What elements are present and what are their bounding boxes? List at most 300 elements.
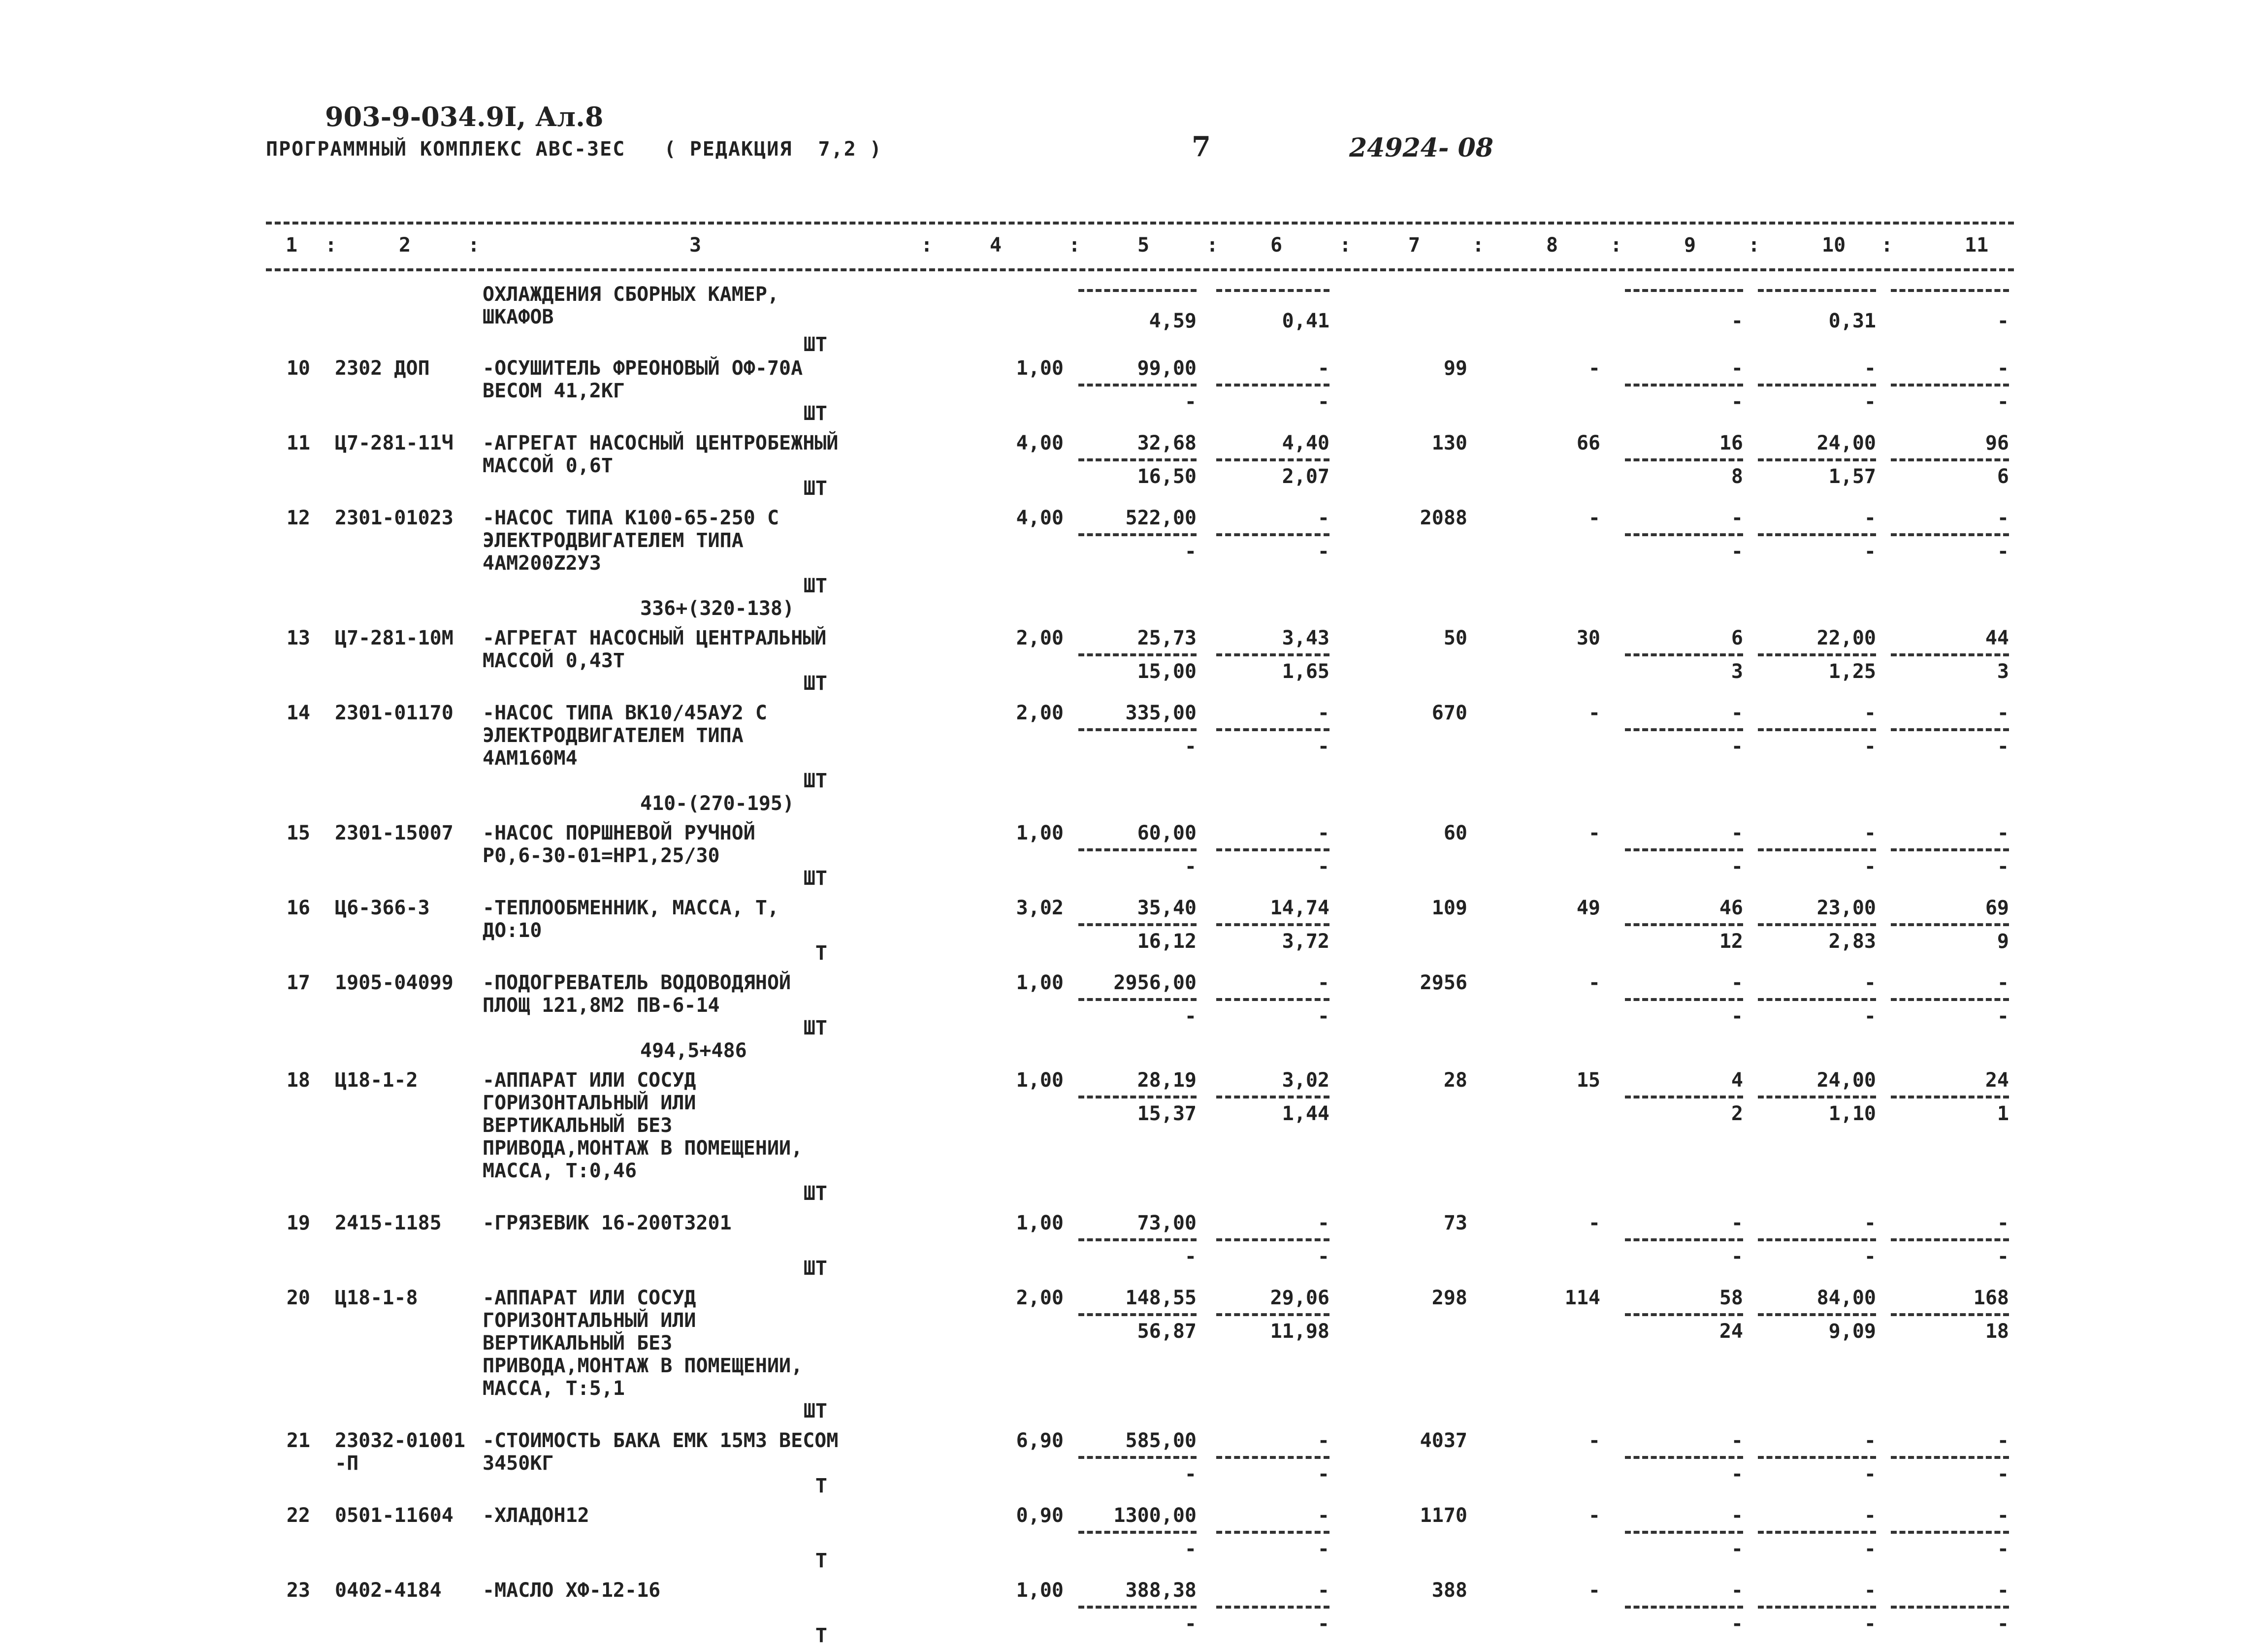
cell-extra: 336+(320-138) [640,597,795,620]
cell-c10: 0,31 [1828,310,1876,332]
cell-qty: 2,00 [1016,627,1064,649]
cell-n: 15 [286,822,310,844]
cell-c8: 30 [1576,627,1600,649]
fraction-line [1758,289,1876,292]
fraction-line [1216,1096,1329,1098]
cell-c11: - [1997,1538,2009,1560]
fraction-line [1078,1456,1197,1459]
cell-c5: 335,00 [1125,702,1197,724]
cell-c9: - [1731,1538,1743,1560]
cell-c6: - [1317,1538,1329,1560]
cell-c10: - [1864,1504,1876,1527]
cell-c6: - [1317,507,1329,529]
cell-c6: - [1317,1463,1329,1486]
fraction-line [1758,923,1876,926]
cell-qty: 4,00 [1016,507,1064,529]
cell-c9: - [1731,971,1743,994]
cell-qty: 1,00 [1016,357,1064,380]
cell-code: Ц6-366-3 [335,897,430,919]
cell-c11: 3 [1997,660,2009,683]
fraction-line [1625,1238,1743,1241]
cell-n: 11 [286,432,310,454]
cell-unit: Т [815,1475,827,1497]
cell-code: 1905-04099 [335,971,454,994]
cell-c6: - [1317,390,1329,413]
cell-c6: 3,02 [1282,1069,1329,1092]
cell-c6: - [1317,971,1329,994]
cell-c6: 3,72 [1282,930,1329,953]
fraction-line [1078,1531,1197,1534]
cell-c10: 2,83 [1828,930,1876,953]
cell-c10: - [1864,1538,1876,1560]
cell-c11: 44 [1985,627,2009,649]
cell-c5: - [1184,540,1197,563]
cell-c8: - [1588,1504,1600,1527]
fraction-line [1625,533,1743,536]
cell-n: 14 [286,702,310,724]
cell-qty: 1,00 [1016,1069,1064,1092]
cell-desc: -АППАРАТ ИЛИ СОСУД ГОРИЗОНТАЛЬНЫЙ ИЛИ ВЕРТИКАЛЬНЫЙ БЕЗ ПРИВОДА,МОНТАЖ В ПОМЕЩЕНИИ, МАССА, Т:5,1 [483,1287,803,1400]
table-top-rule [266,222,2014,225]
cell-c6: 2,07 [1282,465,1329,488]
cell-n: 16 [286,897,310,919]
cell-c8: - [1588,1212,1600,1234]
fraction-line [1891,728,2009,731]
cell-extra: 494,5+486 [640,1039,747,1062]
cell-desc: -НАСОС ТИПА К100-65-250 С ЭЛЕКТРОДВИГАТЕЛЕМ ТИПА 4АМ200Z2У3 [483,507,779,575]
cell-qty: 1,00 [1016,971,1064,994]
cell-c5: - [1184,390,1197,413]
cell-c6: 14,74 [1270,897,1329,919]
cell-c5: - [1184,1463,1197,1486]
cell-c8: - [1588,1579,1600,1602]
fraction-line [1625,1313,1743,1316]
cell-c5: 73,00 [1137,1212,1197,1234]
cell-qty: 1,00 [1016,1212,1064,1234]
cell-c6: - [1317,702,1329,724]
cell-c10: - [1864,507,1876,529]
fraction-line [1078,1096,1197,1098]
cell-c10: - [1864,1579,1876,1602]
fraction-line [1758,1606,1876,1609]
cell-c8: 49 [1576,897,1600,919]
fraction-line [1758,1238,1876,1241]
fraction-line [1078,653,1197,656]
fraction-line [1891,1456,2009,1459]
table-header-rule [266,268,2014,271]
cell-c10: - [1864,855,1876,878]
cell-code: 2301-01170 [335,702,454,724]
column-number-8: 8 [1546,234,1558,257]
cell-c6: - [1317,1212,1329,1234]
fraction-line [1625,1606,1743,1609]
cell-unit: ШТ [803,402,827,425]
cell-unit: ШТ [803,477,827,500]
fraction-line [1758,1313,1876,1316]
cell-c9: - [1731,310,1743,332]
cell-c6: 0,41 [1282,310,1329,332]
cell-c10: 1,57 [1828,465,1876,488]
cell-c9: - [1731,702,1743,724]
cell-c11: 18 [1985,1320,2009,1343]
fraction-line [1625,1531,1743,1534]
fraction-line [1078,923,1197,926]
fraction-line [1625,1096,1743,1098]
cell-unit: ШТ [803,867,827,890]
fraction-line [1758,1531,1876,1534]
fraction-line [1758,384,1876,387]
fraction-line [1078,1313,1197,1316]
cell-c11: 1 [1997,1102,2009,1125]
cell-c11: - [1997,735,2009,758]
fraction-line [1891,923,2009,926]
cell-c5: 25,73 [1137,627,1197,649]
cell-code: Ц7-281-11Ч [335,432,454,454]
fraction-line [1891,289,2009,292]
cell-c10: - [1864,822,1876,844]
cell-desc: -НАСОС ПОРШНЕВОЙ РУЧНОЙ Р0,6-30-01=НР1,25/30 [483,822,755,867]
fraction-line [1891,1096,2009,1098]
cell-n: 10 [286,357,310,380]
column-separator: : [921,234,933,257]
cell-qty: 1,00 [1016,822,1064,844]
cell-c11: - [1997,702,2009,724]
cell-unit: Т [815,942,827,965]
cell-n: 23 [286,1579,310,1602]
cell-c11: 69 [1985,897,2009,919]
cell-n: 13 [286,627,310,649]
cell-c11: - [1997,822,2009,844]
cell-c5: 35,40 [1137,897,1197,919]
cell-c10: 84,00 [1816,1287,1876,1309]
cell-c9: 6 [1731,627,1743,649]
cell-c7: 109 [1431,897,1467,919]
fraction-line [1216,923,1329,926]
cell-desc: -АГРЕГАТ НАСОСНЫЙ ЦЕНТРОБЕЖНЫЙ МАССОЙ 0,6Т [483,432,839,477]
cell-c11: 168 [1973,1287,2009,1309]
fraction-line [1216,1606,1329,1609]
cell-c10: - [1864,971,1876,994]
cell-qty: 2,00 [1016,702,1064,724]
column-number-9: 9 [1684,234,1696,257]
cell-c6: - [1317,1504,1329,1527]
cell-c5: 2956,00 [1113,971,1197,994]
cell-c9: 4 [1731,1069,1743,1092]
cell-c11: - [1997,507,2009,529]
cell-c5: 60,00 [1137,822,1197,844]
cell-c10: 23,00 [1816,897,1876,919]
column-separator: : [1069,234,1081,257]
cell-c6: 1,65 [1282,660,1329,683]
cell-c5: 28,19 [1137,1069,1197,1092]
cell-c11: - [1997,1579,2009,1602]
cell-c9: - [1731,1613,1743,1635]
cell-desc: -АГРЕГАТ НАСОСНЫЙ ЦЕНТРАЛЬНЫЙ МАССОЙ 0,43Т [483,627,827,672]
fraction-line [1078,728,1197,731]
cell-c11: - [1997,1613,2009,1635]
column-separator: : [1206,234,1219,257]
cell-c9: - [1731,390,1743,413]
cell-n: 21 [286,1429,310,1452]
cell-code: 0402-4184 [335,1579,442,1602]
cell-c5: 522,00 [1125,507,1197,529]
cell-extra: 410-(270-195) [640,792,795,815]
cell-c7: 60 [1443,822,1467,844]
cell-desc: ОХЛАЖДЕНИЯ СБОРНЫХ КАМЕР, ШКАФОВ [483,283,779,328]
cell-code: 2302 ДОП [335,357,430,380]
cell-c11: - [1997,1245,2009,1268]
cell-code: 2301-15007 [335,822,454,844]
cell-qty: 1,00 [1016,1579,1064,1602]
fraction-line [1758,1096,1876,1098]
cell-c11: - [1997,1212,2009,1234]
fraction-line [1891,384,2009,387]
cell-c5: 148,55 [1125,1287,1197,1309]
fraction-line [1216,1456,1329,1459]
cell-c6: - [1317,822,1329,844]
cell-desc: -ОСУШИТЕЛЬ ФРЕОНОВЫЙ ОФ-70А ВЕСОМ 41,2КГ [483,357,803,402]
fraction-line [1758,458,1876,461]
cell-c11: - [1997,390,2009,413]
cell-c7: 298 [1431,1287,1467,1309]
cell-code: Ц7-281-10М [335,627,454,649]
fraction-line [1216,1313,1329,1316]
column-separator: : [325,234,337,257]
cell-c6: - [1317,735,1329,758]
cell-code: 2415-1185 [335,1212,442,1234]
cell-c10: - [1864,540,1876,563]
cell-c6: 29,06 [1270,1287,1329,1309]
cell-code: 23032-01001 -П [335,1429,465,1475]
cell-c10: 1,10 [1828,1102,1876,1125]
cell-c6: - [1317,1245,1329,1268]
fraction-line [1891,848,2009,851]
column-separator: : [1472,234,1485,257]
cell-n: 19 [286,1212,310,1234]
document-code: 903-9-034.9I, Ал.8 [325,101,604,132]
cell-c5: - [1184,735,1197,758]
cell-c6: 4,40 [1282,432,1329,454]
fraction-line [1078,848,1197,851]
cell-c11: - [1997,855,2009,878]
cell-c5: - [1184,1245,1197,1268]
column-number-7: 7 [1408,234,1421,257]
cell-c10: 22,00 [1816,627,1876,649]
cell-c10: - [1864,1005,1876,1028]
cell-unit: ШТ [803,1017,827,1039]
cell-c5: 32,68 [1137,432,1197,454]
column-separator: : [1339,234,1352,257]
fraction-line [1216,653,1329,656]
cell-c8: - [1588,507,1600,529]
cell-c9: 24 [1719,1320,1743,1343]
column-number-11: 11 [1965,234,1989,257]
cell-c5: - [1184,855,1197,878]
cell-c8: 15 [1576,1069,1600,1092]
cell-desc: -ГРЯЗЕВИК 16-200Т3201 [483,1212,732,1234]
cell-c5: 1300,00 [1113,1504,1197,1527]
fraction-line [1078,533,1197,536]
cell-code: 2301-01023 [335,507,454,529]
cell-c7: 670 [1431,702,1467,724]
fraction-line [1216,998,1329,1001]
fraction-line [1078,1238,1197,1241]
cell-unit: ШТ [803,1400,827,1422]
cell-qty: 2,00 [1016,1287,1064,1309]
cell-c5: 16,12 [1137,930,1197,953]
cell-c8: - [1588,822,1600,844]
cell-c10: - [1864,1429,1876,1452]
cell-unit: ШТ [803,1257,827,1280]
cell-c6: - [1317,855,1329,878]
fraction-line [1216,289,1329,292]
cell-c5: - [1184,1005,1197,1028]
cell-c6: - [1317,540,1329,563]
cell-n: 22 [286,1504,310,1527]
fraction-line [1216,1531,1329,1534]
cell-n: 12 [286,507,310,529]
cell-c7: 1170 [1420,1504,1467,1527]
fraction-line [1216,458,1329,461]
cell-c11: 6 [1997,465,2009,488]
fraction-line [1625,653,1743,656]
cell-c10: - [1864,1245,1876,1268]
cell-c11: - [1997,310,2009,332]
cell-c7: 4037 [1420,1429,1467,1452]
cell-c11: - [1997,1504,2009,1527]
cell-c6: 11,98 [1270,1320,1329,1343]
fraction-line [1078,384,1197,387]
cell-unit: ШТ [803,333,827,356]
fraction-line [1891,1606,2009,1609]
cell-c11: - [1997,1005,2009,1028]
cell-qty: 6,90 [1016,1429,1064,1452]
cell-c10: 24,00 [1816,432,1876,454]
column-separator: : [1610,234,1622,257]
cell-c9: - [1731,822,1743,844]
program-title: ПРОГРАММНЫЙ КОМПЛЕКС АВС-ЗЕС ( РЕДАКЦИЯ 7,2 ) [266,138,882,161]
cell-c7: 2956 [1420,971,1467,994]
cell-c11: - [1997,971,2009,994]
cell-c9: - [1731,735,1743,758]
cell-unit: ШТ [803,672,827,695]
page-number: 7 [1192,130,1211,163]
fraction-line [1078,289,1197,292]
cell-n: 17 [286,971,310,994]
column-number-6: 6 [1270,234,1283,257]
cell-c6: 1,44 [1282,1102,1329,1125]
cell-c9: - [1731,1429,1743,1452]
cell-c5: - [1184,1613,1197,1635]
fraction-line [1216,728,1329,731]
cell-c9: 2 [1731,1102,1743,1125]
handwritten-number: 24924- 08 [1349,133,1493,163]
fraction-line [1078,998,1197,1001]
cell-c5: 56,87 [1137,1320,1197,1343]
cell-c6: - [1317,1429,1329,1452]
fraction-line [1625,728,1743,731]
fraction-line [1625,289,1743,292]
fraction-line [1758,848,1876,851]
fraction-line [1758,533,1876,536]
cell-c10: - [1864,702,1876,724]
fraction-line [1625,848,1743,851]
column-separator: : [1881,234,1893,257]
column-number-5: 5 [1137,234,1150,257]
cell-desc: -СТОИМОСТЬ БАКА ЕМК 15М3 ВЕСОМ 3450КГ [483,1429,839,1475]
cell-desc: -МАСЛО ХФ-12-16 [483,1579,661,1602]
cell-c10: - [1864,1463,1876,1486]
cell-c8: 66 [1576,432,1600,454]
fraction-line [1216,1238,1329,1241]
cell-code: Ц18-1-2 [335,1069,418,1092]
cell-c10: 1,25 [1828,660,1876,683]
cell-c9: - [1731,855,1743,878]
cell-c7: 388 [1431,1579,1467,1602]
fraction-line [1891,1313,2009,1316]
fraction-line [1078,1606,1197,1609]
cell-c8: 114 [1564,1287,1600,1309]
column-separator: : [468,234,480,257]
cell-c9: - [1731,1212,1743,1234]
cell-c10: - [1864,1613,1876,1635]
cell-c9: 16 [1719,432,1743,454]
cell-c5: 15,37 [1137,1102,1197,1125]
cell-c6: 3,43 [1282,627,1329,649]
cell-c8: - [1588,702,1600,724]
cell-c10: 9,09 [1828,1320,1876,1343]
cell-c6: - [1317,1579,1329,1602]
cell-desc: -ХЛАДОН12 [483,1504,589,1527]
cell-c10: - [1864,1212,1876,1234]
fraction-line [1625,998,1743,1001]
cell-c9: 58 [1719,1287,1743,1309]
cell-c11: - [1997,1429,2009,1452]
cell-c7: 50 [1443,627,1467,649]
cell-c7: 2088 [1420,507,1467,529]
column-number-10: 10 [1822,234,1846,257]
cell-c9: - [1731,1005,1743,1028]
fraction-line [1891,533,2009,536]
cell-code: 0501-11604 [335,1504,454,1527]
fraction-line [1625,923,1743,926]
cell-c9: 12 [1719,930,1743,953]
cell-code: Ц18-1-8 [335,1287,418,1309]
cell-c5: 16,50 [1137,465,1197,488]
cell-n: 18 [286,1069,310,1092]
cell-n: 20 [286,1287,310,1309]
cell-c9: - [1731,1245,1743,1268]
cell-c9: 3 [1731,660,1743,683]
fraction-line [1758,728,1876,731]
fraction-line [1078,458,1197,461]
cell-qty: 3,02 [1016,897,1064,919]
fraction-line [1625,384,1743,387]
cell-qty: 4,00 [1016,432,1064,454]
cell-c8: - [1588,357,1600,380]
cell-c10: - [1864,390,1876,413]
cell-c11: 24 [1985,1069,2009,1092]
cell-c9: - [1731,507,1743,529]
cell-c7: 73 [1443,1212,1467,1234]
cell-c9: - [1731,1579,1743,1602]
cell-unit: ШТ [803,770,827,792]
cell-c5: 99,00 [1137,357,1197,380]
cell-c5: 585,00 [1125,1429,1197,1452]
cell-desc: -ПОДОГРЕВАТЕЛЬ ВОДОВОДЯНОЙ ПЛОЩ 121,8М2 ПВ-6-14 [483,971,791,1017]
cell-c10: - [1864,735,1876,758]
cell-c11: 9 [1997,930,2009,953]
